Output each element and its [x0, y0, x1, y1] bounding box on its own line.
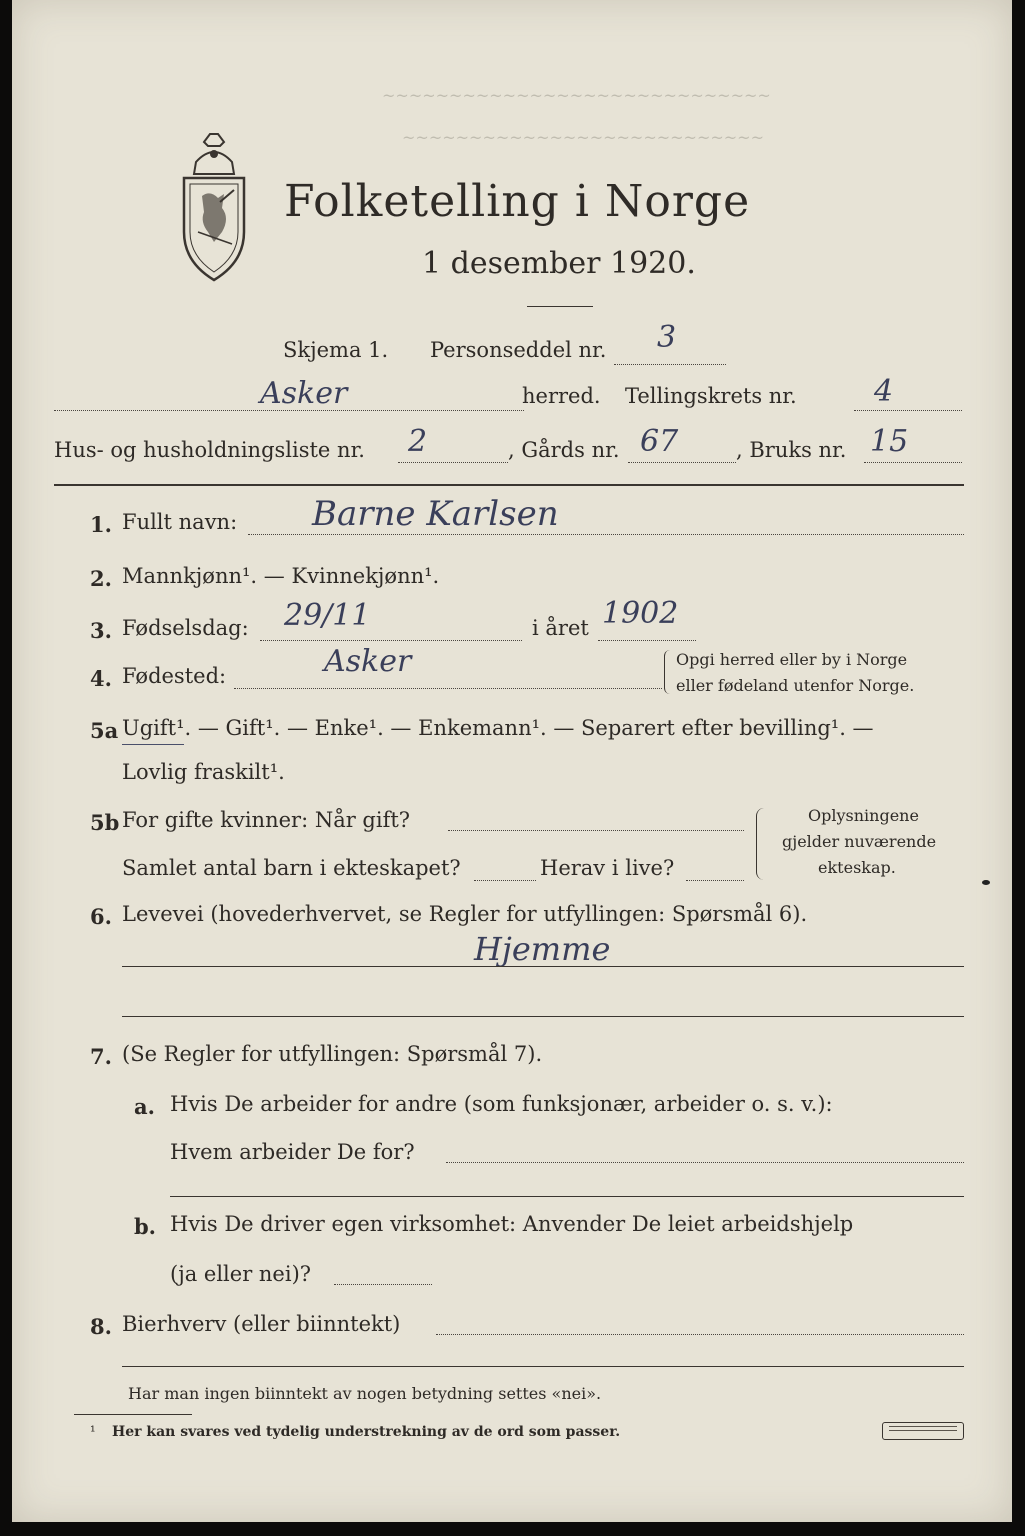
q7-label: (Se Regler for utfyllingen: Spørsmål 7).: [122, 1042, 543, 1066]
q3-value[interactable]: 29/11: [284, 598, 371, 633]
norwegian-coat-of-arms-icon: [174, 132, 254, 288]
q6-label: Levevei (hovederhvervet, se Regler for utfyllingen: Spørsmål 6).: [122, 902, 808, 926]
q4-label: Fødested:: [122, 664, 227, 688]
census-form-sheet: [12, 0, 1012, 1522]
q6-value[interactable]: Hjemme: [474, 930, 611, 968]
q4-note-line-1: Opgi herred eller by i Norge: [676, 650, 908, 669]
q5b-label-2: Samlet antal barn i ekteskapet?: [122, 856, 461, 880]
tellingskrets-line: [854, 410, 962, 411]
footnote-text: Her kan svares ved tydelig understrekning av de ord som passer.: [112, 1424, 621, 1440]
bruks-line: [864, 462, 962, 463]
bruks-label: , Bruks nr.: [736, 438, 847, 462]
q5b-children-line: [474, 880, 536, 881]
q5a-ugift-underline: [122, 744, 184, 745]
q3-day-line: [260, 640, 522, 641]
q7a-employer-line: [446, 1162, 964, 1163]
q4-value[interactable]: Asker: [324, 644, 412, 679]
q5b-label-3: Herav i live?: [540, 856, 675, 880]
q3-label: Fødselsdag:: [122, 616, 249, 640]
q5b-label: For gifte kvinner: Når gift?: [122, 808, 411, 832]
q4-line: [234, 688, 662, 689]
footer-note: Har man ingen biinntekt av nogen betydning settes «nei».: [128, 1384, 602, 1403]
q3-year-label: i året: [532, 616, 589, 640]
herred-label: herred.: [522, 384, 601, 408]
q8-label: Bierhverv (eller biinntekt): [122, 1312, 401, 1336]
q1-line: [248, 534, 964, 535]
ink-spot: [982, 880, 990, 885]
gards-line: [628, 462, 736, 463]
q5b-note-line-1: Oplysningene: [808, 806, 919, 825]
q5a-number: 5a: [90, 718, 119, 743]
q5b-note-brace: [756, 808, 765, 880]
q3-year-value[interactable]: 1902: [602, 596, 679, 631]
q7b-label: Hvis De driver egen virksomhet: Anvender De leiet arbeidshjelp: [170, 1212, 854, 1236]
husliste-value[interactable]: 2: [408, 424, 428, 459]
q7b-answer-line: [334, 1284, 432, 1285]
q1-label: Fullt navn:: [122, 510, 238, 534]
q5b-when-line: [448, 830, 744, 831]
q1-value[interactable]: Barne Karlsen: [312, 494, 559, 534]
herred-value[interactable]: Asker: [260, 376, 348, 411]
title-divider: [527, 306, 593, 307]
tellingskrets-value[interactable]: 4: [874, 374, 894, 409]
personseddel-value[interactable]: 3: [657, 320, 677, 355]
q7-number: 7.: [90, 1044, 112, 1069]
tellingskrets-label: Tellingskrets nr.: [625, 384, 797, 408]
q7a-extra-line: [170, 1196, 964, 1197]
q7a-label: Hvis De arbeider for andre (som funksjonær, arbeider o. s. v.):: [170, 1092, 833, 1116]
q5b-note-line-3: ekteskap.: [818, 858, 896, 877]
q8-number: 8.: [90, 1314, 112, 1339]
husliste-label: Hus- og husholdningsliste nr.: [54, 438, 365, 462]
husliste-line: [398, 462, 508, 463]
form-title: Folketelling i Norge: [284, 176, 751, 227]
q4-note-line-2: eller fødeland utenfor Norge.: [676, 676, 915, 695]
personseddel-label: Personseddel nr.: [430, 338, 607, 362]
q3-year-line: [598, 640, 696, 641]
q2-number: 2.: [90, 566, 112, 591]
q7a-number: a.: [134, 1094, 155, 1119]
schema-label: Skjema 1.: [283, 338, 389, 362]
q6-number: 6.: [90, 904, 112, 929]
bleed-through-text: ~~~~~~~~~~~~~~~~~~~~~~~~~~~~~: [382, 86, 771, 105]
q8-line: [436, 1334, 964, 1335]
q1-number: 1.: [90, 512, 112, 537]
q7b-number: b.: [134, 1214, 156, 1239]
q5b-number: 5b: [90, 810, 120, 835]
bleed-through-text: ~~~~~~~~~~~~~~~~~~~~~~~~~~~: [402, 128, 764, 147]
q3-number: 3.: [90, 618, 112, 643]
header-separator: [54, 484, 964, 486]
q8-extra-line: [122, 1366, 964, 1367]
q5b-alive-line: [686, 880, 744, 881]
q2-label: Mannkjønn¹. — Kvinnekjønn¹.: [122, 564, 440, 588]
gards-label: , Gårds nr.: [508, 438, 620, 462]
bruks-value[interactable]: 15: [870, 424, 909, 459]
q6-line-1: [122, 966, 964, 967]
footnote-divider: [74, 1414, 192, 1415]
q7b-label-2: (ja eller nei)?: [170, 1262, 312, 1286]
q4-note-brace: [664, 650, 673, 694]
form-subtitle: 1 desember 1920.: [422, 246, 696, 281]
gards-value[interactable]: 67: [640, 424, 679, 459]
q5a-label: Ugift¹. — Gift¹. — Enke¹. — Enkemann¹. — Separert efter bevilling¹. —: [122, 716, 874, 740]
footnote-mark: ¹: [90, 1424, 96, 1440]
q4-number: 4.: [90, 666, 112, 691]
printer-stamp-icon: [882, 1422, 964, 1440]
personseddel-line: [614, 364, 726, 365]
q5b-note-line-2: gjelder nuværende: [782, 832, 937, 851]
q7a-label-2: Hvem arbeider De for?: [170, 1140, 415, 1164]
q5a-label-2: Lovlig fraskilt¹.: [122, 760, 285, 784]
q6-line-2: [122, 1016, 964, 1017]
